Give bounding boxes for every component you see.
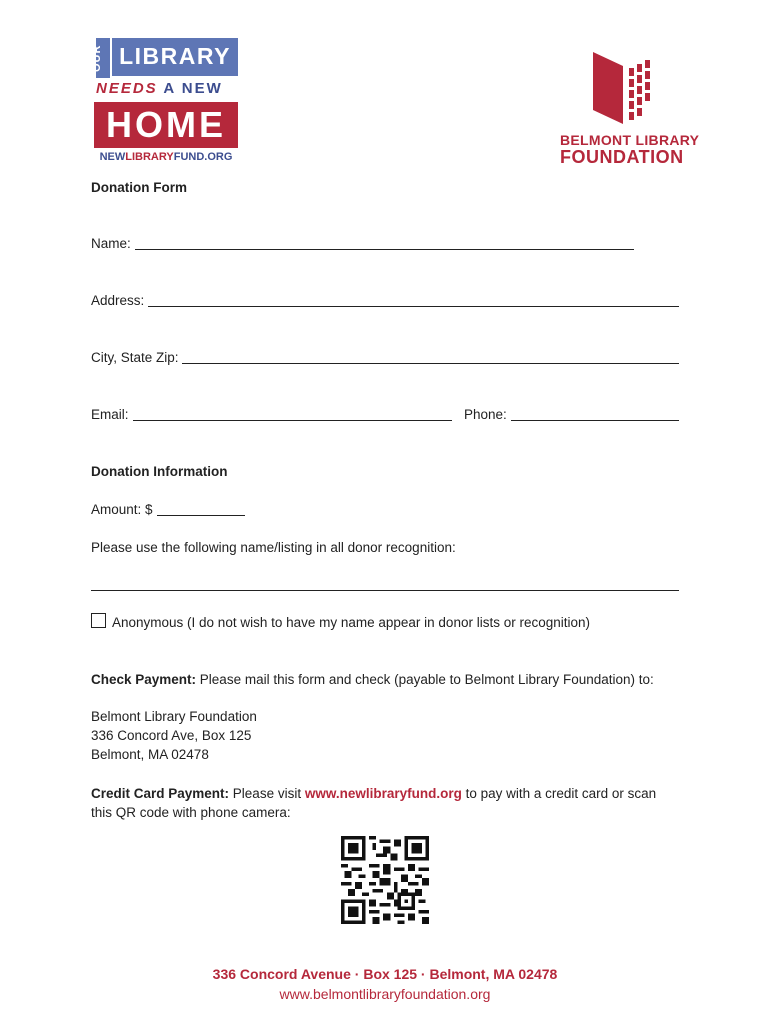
anonymous-label: Anonymous (I do not wish to have my name appear in donor lists or recognition) [112, 615, 590, 630]
address-field[interactable] [148, 306, 679, 307]
footer-website[interactable]: www.belmontlibraryfoundation.org [279, 986, 491, 1002]
check-payment-label: Check Payment: [91, 672, 197, 687]
address-label: Address: [91, 293, 145, 308]
credit-card-paragraph [91, 786, 656, 801]
mail-address-line3: Belmont, MA 02478 [91, 747, 209, 762]
qr-code[interactable] [341, 836, 429, 924]
logo-website [94, 151, 238, 163]
foundation-name-line1: BELMONT LIBRARY [560, 132, 700, 148]
home-text: HOME [106, 104, 226, 145]
needs-a-new-text [96, 80, 238, 97]
logo-website-part2: LIBRARY [125, 151, 174, 163]
library-text: LIBRARY [119, 43, 231, 69]
form-title: Donation Form [91, 180, 187, 195]
credit-card-text1: Please visit [229, 786, 305, 801]
recognition-name-field[interactable] [91, 590, 679, 591]
mail-address-line1: Belmont Library Foundation [91, 709, 257, 724]
logo-website-part3: FUND.ORG [173, 151, 233, 163]
credit-card-text2: to pay with a credit card or scan [461, 786, 657, 801]
phone-field[interactable] [511, 420, 679, 421]
email-label: Email: [91, 407, 129, 422]
recognition-instruction: Please use the following name/listing in all donor recognition: [91, 540, 456, 555]
city-state-zip-label: City, State Zip: [91, 350, 179, 365]
city-state-zip-field[interactable] [182, 363, 679, 364]
amount-label: Amount: $ [91, 502, 153, 517]
check-payment-paragraph [91, 672, 654, 687]
foundation-name-line2: FOUNDATION [560, 147, 684, 167]
a-new-words: A NEW [163, 80, 223, 97]
credit-card-label: Credit Card Payment: [91, 786, 230, 801]
email-field[interactable] [133, 420, 452, 421]
name-label: Name: [91, 236, 131, 251]
fund-website-link[interactable]: www.newlibraryfund.org [304, 786, 462, 801]
book-building-icon [593, 52, 655, 124]
footer-address: 336 Concord Avenue · Box 125 · Belmont, MA 02478 [212, 966, 558, 982]
logo-website-part1: NEW [99, 151, 126, 163]
mail-address-line2: 336 Concord Ave, Box 125 [91, 728, 252, 743]
check-payment-text: Please mail this form and check (payable to Belmont Library Foundation) to: [196, 672, 654, 687]
needs-word: NEEDS [96, 80, 158, 97]
phone-label: Phone: [464, 407, 507, 422]
credit-card-line2: this QR code with phone camera: [91, 805, 291, 820]
our-text: OUR [91, 44, 103, 72]
donation-info-heading: Donation Information [91, 464, 228, 479]
anonymous-checkbox[interactable] [91, 613, 106, 628]
name-field[interactable] [135, 249, 634, 250]
amount-field[interactable] [157, 515, 245, 516]
